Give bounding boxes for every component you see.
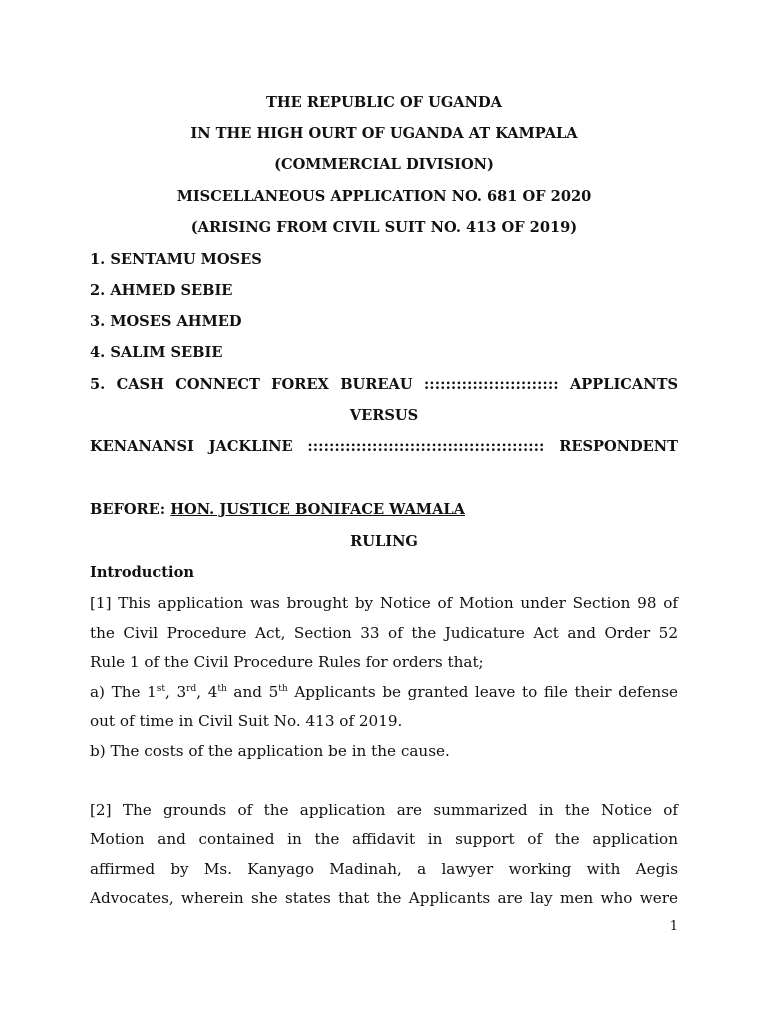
- para1-line2: the Civil Procedure Act, Section 33 of the Judicature Act and Order 52: [90, 624, 678, 642]
- item-a-sup-3: th: [217, 684, 227, 694]
- para2-line2: Motion and contained in the affidavit in support of the application: [90, 830, 678, 848]
- order-item-a-line1: [90, 682, 678, 702]
- item-a-sep-1: , 3: [165, 683, 187, 701]
- item-a-sep-2: , 4: [196, 683, 218, 701]
- para2-line3: affirmed by Ms. Kanyago Madinah, a lawyer working with Aegis: [90, 860, 678, 878]
- para1-line3: Rule 1 of the Civil Procedure Rules for orders that;: [90, 653, 484, 671]
- applicant-2: 2. AHMED SEBIE: [90, 282, 233, 299]
- heading-application-number: MISCELLANEOUS APPLICATION NO. 681 OF 2020: [176, 188, 592, 205]
- heading-republic: THE REPUBLIC OF UGANDA: [266, 94, 502, 111]
- applicant-4: 4. SALIM SEBIE: [90, 344, 223, 361]
- applicant-5: 5. CASH CONNECT FOREX BUREAU ::::::::::::::::::::::::: APPLICANTS: [90, 376, 678, 393]
- item-a-sup-4: th: [278, 684, 288, 694]
- introduction-heading: Introduction: [90, 564, 194, 581]
- judge-name: HON. JUSTICE BONIFACE WAMALA: [170, 501, 465, 518]
- para2-line4: Advocates, wherein she states that the Applicants are lay men who were: [90, 889, 678, 907]
- before-line: [90, 500, 678, 520]
- item-a-rest: Applicants be granted leave to file their defense: [287, 683, 678, 701]
- item-a-sep-3: and 5: [226, 683, 279, 701]
- versus-label: VERSUS: [349, 407, 419, 424]
- item-a-prefix: a) The 1: [90, 683, 157, 701]
- order-item-a-line2: out of time in Civil Suit No. 413 of 2019.: [90, 712, 403, 730]
- respondent-line: KENANANSI JACKLINE :::::::::::::::::::::::::::::::::::::::::::: RESPONDENT: [90, 438, 678, 455]
- item-a-sup-1: st: [156, 684, 166, 694]
- item-a-sup-2: rd: [186, 684, 197, 694]
- before-label: BEFORE:: [90, 501, 171, 518]
- para2-line1: [2] The grounds of the application are summarized in the Notice of: [90, 801, 678, 819]
- para1-line1: [1] This application was brought by Notice of Motion under Section 98 of: [90, 594, 678, 612]
- ruling-title: RULING: [350, 533, 418, 550]
- heading-arising-from: (ARISING FROM CIVIL SUIT NO. 413 OF 2019): [190, 219, 578, 236]
- order-item-b: b) The costs of the application be in the cause.: [90, 742, 450, 760]
- applicant-1: 1. SENTAMU MOSES: [90, 251, 262, 268]
- page-number: 1: [669, 919, 678, 934]
- heading-court: IN THE HIGH OURT OF UGANDA AT KAMPALA: [190, 125, 578, 142]
- applicant-3: 3. MOSES AHMED: [90, 313, 242, 330]
- heading-division: (COMMERCIAL DIVISION): [274, 156, 494, 173]
